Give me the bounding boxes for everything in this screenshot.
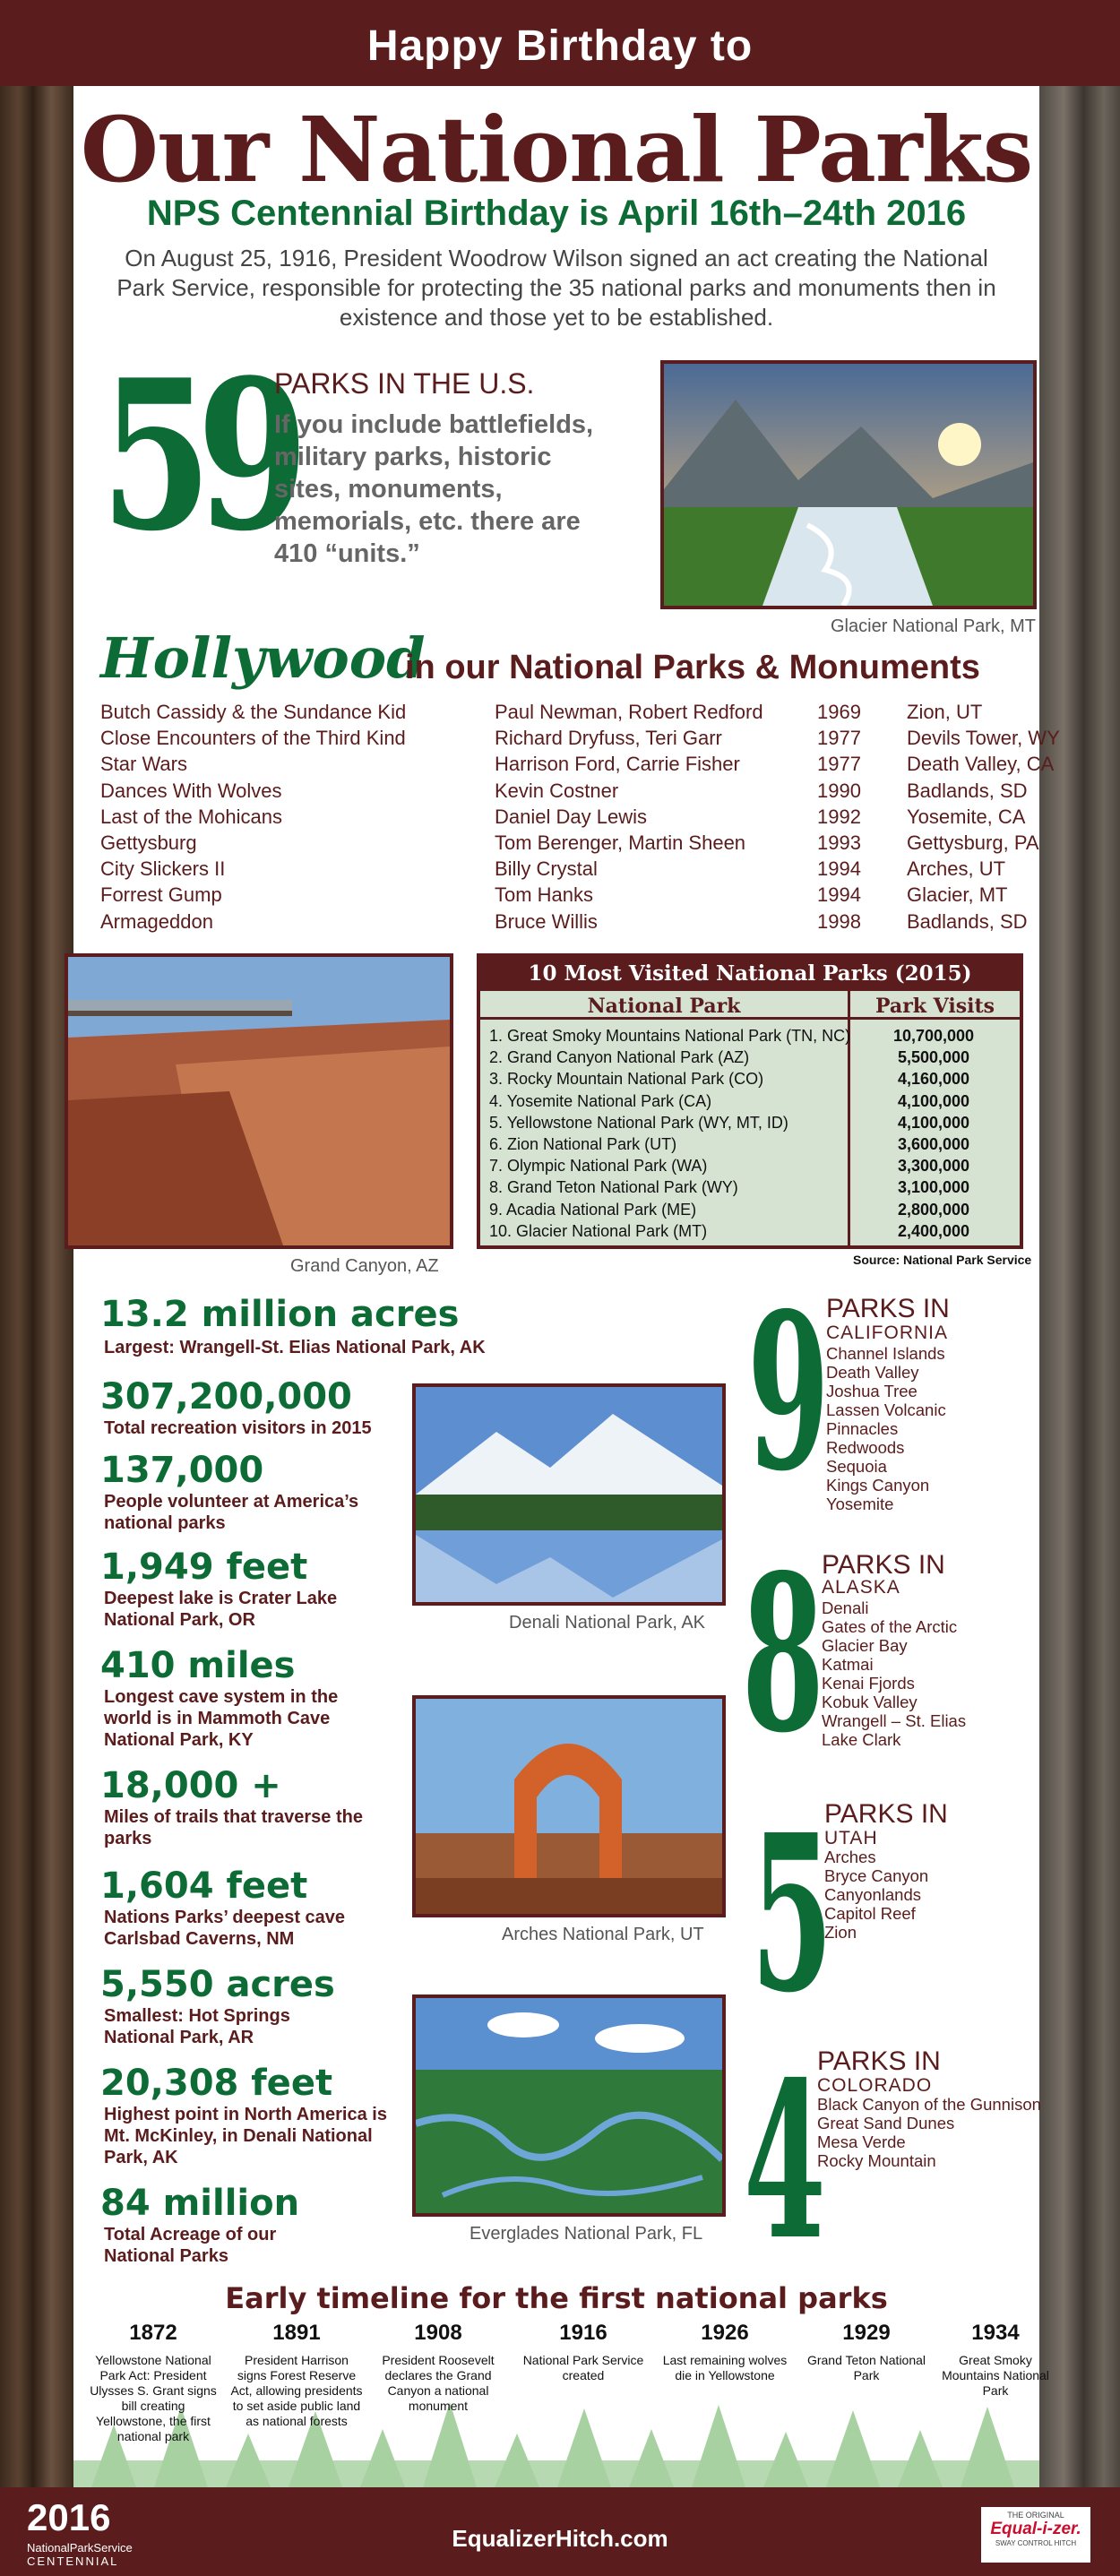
stat-desc: Nations Parks’ deepest cave Carlsbad Caverns, NM — [104, 1908, 346, 1949]
nps-centennial-logo: 2016 — [27, 2496, 111, 2538]
tree-bark-left — [0, 86, 73, 2487]
table-row — [480, 1025, 1020, 1047]
glacier-photo — [660, 360, 1037, 609]
table-body — [480, 1020, 1020, 1242]
rank-cell: 7. — [489, 1157, 504, 1176]
table-row — [480, 1068, 1020, 1090]
movie-place: Zion, UT — [907, 701, 983, 723]
movie-place: Death Valley, CA — [907, 753, 1055, 776]
movie-row — [100, 780, 1032, 806]
main-title: Our National Parks — [80, 97, 1033, 202]
state-heading: PARKS IN — [826, 1294, 950, 1323]
table-row — [480, 1112, 1020, 1133]
stat-value: 18,000 + — [100, 1765, 281, 1806]
park-name: Olympic National Park (WA) — [507, 1157, 708, 1176]
table-row — [480, 1176, 1020, 1198]
us-parks-heading: PARKS IN THE U.S. — [274, 367, 535, 400]
movie-row — [100, 727, 1060, 753]
movie-stars: Paul Newman, Robert Redford — [495, 701, 763, 723]
park-name: Acadia National Park (ME) — [506, 1200, 697, 1219]
movie-row — [100, 883, 1032, 909]
table-title: 10 Most Visited National Parks (2015) — [480, 957, 1020, 991]
arches-caption: Arches National Park, UT — [502, 1925, 704, 1944]
stat-desc: Largest: Wrangell-St. Elias National Park, AK — [104, 1338, 486, 1357]
rank-cell: 9. — [489, 1200, 504, 1219]
movie-year: 1977 — [817, 753, 861, 776]
timeline-year: 1934 — [971, 2321, 1020, 2345]
movie-stars: Harrison Ford, Carrie Fisher — [495, 753, 740, 776]
alaska-number: 8 — [742, 1528, 824, 1780]
brand-name: Equal-i-zer. — [990, 2520, 1081, 2538]
visits-cell: 4,160,000 — [897, 1070, 970, 1089]
state-park-list: Black Canyon of the Gunnison Great Sand Dunes Mesa Verde Rocky Mountain — [817, 2095, 1041, 2170]
table-header — [480, 991, 1020, 1020]
movie-title: Dances With Wolves — [100, 779, 282, 802]
movie-title: Armageddon — [100, 909, 213, 933]
state-park-list: Denali Gates of the Arctic Glacier Bay Katmai Kenai Fjords Kobuk Valley Wrangell – St. Elias Lake Clark — [822, 1598, 967, 1749]
brand-bottom: SWAY CONTROL HITCH — [995, 2539, 1077, 2547]
rank-cell: 5. — [489, 1113, 504, 1132]
movie-row — [100, 701, 1032, 727]
movie-year: 1969 — [817, 701, 861, 723]
grand-canyon-caption: Grand Canyon, AZ — [290, 1256, 439, 1276]
park-cell — [489, 1201, 696, 1219]
rank-cell: 6. — [489, 1134, 504, 1153]
movie-year: 1990 — [817, 779, 861, 802]
movie-year: 1977 — [817, 727, 861, 750]
timeline-year: 1872 — [129, 2321, 177, 2345]
rank-cell: 4. — [489, 1091, 504, 1110]
visits-cell: 3,600,000 — [897, 1134, 970, 1153]
stat-desc: Smallest: Hot Springs National Park, AR — [104, 2006, 290, 2047]
california-number: 9 — [747, 1266, 830, 1519]
stat-value: 1,949 feet — [100, 1546, 308, 1588]
denali-caption: Denali National Park, AK — [509, 1613, 706, 1633]
movie-place: Glacier, MT — [907, 883, 1008, 907]
timeline-year: 1926 — [701, 2321, 749, 2345]
visits-cell: 2,400,000 — [897, 1221, 970, 1240]
stat-value: 1,604 feet — [100, 1865, 308, 1907]
timeline-title: Early timeline for the first national parks — [225, 2281, 888, 2315]
timeline-year: 1916 — [559, 2321, 607, 2345]
movie-year: 1993 — [817, 831, 861, 854]
movie-title: Last of the Mohicans — [100, 805, 283, 828]
movie-row — [100, 910, 1032, 936]
movie-place: Devils Tower, WY — [907, 727, 1060, 750]
state-park-list: Channel Islands Death Valley Joshua Tree Lassen Volcanic Pinnacles Redwoods Sequoia Kings Canyon Yosemite — [826, 1344, 946, 1513]
movie-stars: Bruce Willis — [495, 909, 598, 933]
glacier-caption: Glacier National Park, MT — [831, 616, 1036, 636]
state-heading: PARKS IN — [817, 2046, 941, 2076]
movie-title: Close Encounters of the Third Kind — [100, 727, 406, 750]
stat-desc: Miles of trails that traverse the parks — [104, 1807, 363, 1848]
park-cell — [489, 1178, 738, 1197]
stat-desc: People volunteer at America’s national parks — [104, 1492, 359, 1533]
intro-text: On August 25, 1916, President Woodrow Wilson signed an act creating the National Park Service, responsible for protecting the 35 national parks and monuments then in existence and those yet to be established. — [116, 245, 996, 331]
park-name: Great Smoky Mountains National Park (TN, NC) — [507, 1027, 851, 1045]
timeline-text: Last remaining wolves die in Yellowstone — [662, 2353, 788, 2382]
stat-value: 307,200,000 — [100, 1376, 352, 1417]
visits-cell: 4,100,000 — [897, 1113, 970, 1132]
table-row — [480, 1220, 1020, 1242]
denali-photo — [412, 1383, 726, 1606]
arches-photo — [412, 1695, 726, 1917]
utah-number: 5 — [751, 1788, 833, 2040]
timeline-text: President Roosevelt declares the Grand Canyon a national monument — [382, 2353, 495, 2413]
hollywood-word: Hollywood — [100, 625, 426, 691]
table-row — [480, 1090, 1020, 1112]
movie-list — [100, 701, 1060, 936]
timeline-text: National Park Service created — [522, 2353, 644, 2382]
movie-place: Gettysburg, PA — [907, 831, 1039, 854]
subtitle: NPS Centennial Birthday is April 16th–24th 2016 — [146, 194, 967, 233]
park-cell — [489, 1222, 707, 1241]
most-visited-table — [477, 953, 1023, 1249]
visits-cell: 5,500,000 — [897, 1048, 970, 1067]
park-cell — [489, 1027, 850, 1046]
nps-logo-name: NationalParkService — [27, 2541, 133, 2554]
table-source: Source: National Park Service — [853, 1253, 1032, 1267]
timeline-year: 1908 — [414, 2321, 462, 2345]
park-cell — [489, 1048, 749, 1067]
stat-desc: Total recreation visitors in 2015 — [104, 1418, 372, 1438]
park-cell — [489, 1092, 711, 1111]
stat-value: 13.2 million acres — [100, 1294, 460, 1335]
state-park-list: Arches Bryce Canyon Canyonlands Capitol Reef Zion — [824, 1848, 929, 1942]
movie-stars: Richard Dryfuss, Teri Garr — [495, 727, 722, 750]
park-cell — [489, 1157, 707, 1176]
movie-stars: Kevin Costner — [495, 779, 619, 802]
movie-title: Gettysburg — [100, 831, 197, 854]
stat-desc: Deepest lake is Crater Lake National Park, OR — [104, 1589, 338, 1630]
nps-logo-sub: CENTENNIAL — [27, 2554, 119, 2568]
movie-place: Badlands, SD — [907, 779, 1028, 802]
stat-value: 410 miles — [100, 1645, 296, 1686]
everglades-photo — [412, 1994, 726, 2217]
stat-value: 84 million — [100, 2183, 300, 2224]
park-cell — [489, 1135, 676, 1154]
rank-cell: 8. — [489, 1178, 504, 1197]
stat-desc: Total Acreage of our National Parks — [104, 2225, 277, 2266]
timeline-text: Yellowstone National Park Act: President Ulysses S. Grant signs bill creating Yellowstone, the first national park — [90, 2353, 217, 2443]
state-name: COLORADO — [817, 2075, 933, 2096]
stat-value: 5,550 acres — [100, 1964, 335, 2005]
movie-year: 1998 — [817, 909, 861, 933]
movie-stars: Daniel Day Lewis — [495, 805, 647, 828]
banner-text: Happy Birthday to — [366, 22, 754, 70]
timeline-year: 1891 — [272, 2321, 321, 2345]
movie-row — [100, 753, 1055, 779]
state-name: UTAH — [824, 1828, 878, 1848]
colorado-number: 4 — [744, 2035, 826, 2287]
movie-row — [100, 806, 1032, 831]
movie-place: Arches, UT — [907, 857, 1006, 881]
park-name: Yosemite National Park (CA) — [506, 1091, 712, 1110]
park-name: Glacier National Park (MT) — [516, 1221, 708, 1240]
stat-value: 137,000 — [100, 1450, 264, 1491]
movie-title: Star Wars — [100, 753, 187, 776]
movie-title: Forrest Gump — [100, 883, 222, 907]
timeline-year: 1929 — [842, 2321, 891, 2345]
top-banner — [0, 0, 1120, 86]
tree-bark-right — [1039, 86, 1120, 2487]
movie-row — [100, 831, 1039, 857]
movie-year: 1994 — [817, 857, 861, 881]
hollywood-heading: in our National Parks & Monuments — [405, 649, 980, 686]
timeline-text: Great Smoky Mountains National Park — [942, 2353, 1049, 2398]
park-name: Grand Canyon National Park (AZ) — [507, 1048, 750, 1067]
park-name: Zion National Park (UT) — [507, 1134, 677, 1153]
state-name: ALASKA — [822, 1577, 900, 1598]
stat-value: 20,308 feet — [100, 2063, 333, 2104]
rank-cell: 3. — [489, 1070, 504, 1089]
equalizer-logo — [981, 2507, 1090, 2563]
state-name: CALIFORNIA — [826, 1322, 949, 1343]
main-panel — [73, 86, 1060, 2487]
park-cell — [489, 1114, 788, 1133]
park-cell — [489, 1070, 763, 1089]
movie-row — [100, 857, 1032, 883]
visits-cell: 3,100,000 — [897, 1178, 970, 1197]
everglades-caption: Everglades National Park, FL — [470, 2224, 703, 2244]
visits-cell: 10,700,000 — [892, 1027, 975, 1045]
visits-cell: 2,800,000 — [897, 1200, 970, 1219]
brand-top: THE ORIGINAL — [1007, 2511, 1064, 2520]
timeline-text: President Harrison signs Forest Reserve Act, allowing presidents to set aside public land as national forests — [230, 2353, 363, 2428]
visits-cell: 4,100,000 — [897, 1091, 970, 1110]
column-header-park: National Park — [587, 995, 741, 1018]
movie-place: Yosemite, CA — [907, 805, 1026, 828]
stat-desc: Highest point in North America is Mt. McKinley, in Denali National Park, AK — [104, 2105, 387, 2167]
us-parks-text: If you include battlefields, military parks, historic sites, monuments, memorials, etc. there are 410 “units.” — [274, 410, 594, 568]
table-row — [480, 1199, 1020, 1220]
table-row — [480, 1047, 1020, 1068]
rank-cell: 2. — [489, 1048, 504, 1067]
park-name: Rocky Mountain National Park (CO) — [507, 1070, 764, 1089]
website-link[interactable]: EqualizerHitch.com — [452, 2525, 668, 2552]
visits-cell: 3,300,000 — [897, 1157, 970, 1176]
movie-stars: Tom Berenger, Martin Sheen — [495, 831, 746, 854]
movie-stars: Tom Hanks — [495, 883, 594, 907]
park-name: Grand Teton National Park (WY) — [507, 1178, 738, 1197]
movie-year: 1992 — [817, 805, 861, 828]
table-row — [480, 1155, 1020, 1176]
us-parks-number: 59 — [100, 335, 294, 577]
rank-cell: 1. — [489, 1027, 504, 1045]
movie-title: Butch Cassidy & the Sundance Kid — [100, 701, 407, 723]
park-name: Yellowstone National Park (WY, MT, ID) — [506, 1113, 788, 1132]
timeline-text: Grand Teton National Park — [806, 2353, 926, 2382]
movie-place: Badlands, SD — [907, 909, 1028, 933]
table-row — [480, 1133, 1020, 1155]
stat-desc: Longest cave system in the world is in Mammoth Cave National Park, KY — [104, 1687, 339, 1750]
state-heading: PARKS IN — [824, 1799, 948, 1829]
grand-canyon-photo — [65, 953, 453, 1249]
movie-title: City Slickers II — [100, 857, 226, 881]
state-heading: PARKS IN — [822, 1550, 945, 1580]
movie-year: 1994 — [817, 883, 861, 907]
rank-cell: 10. — [489, 1221, 513, 1240]
movie-stars: Billy Crystal — [495, 857, 598, 881]
column-header-visits: Park Visits — [848, 991, 1020, 1017]
